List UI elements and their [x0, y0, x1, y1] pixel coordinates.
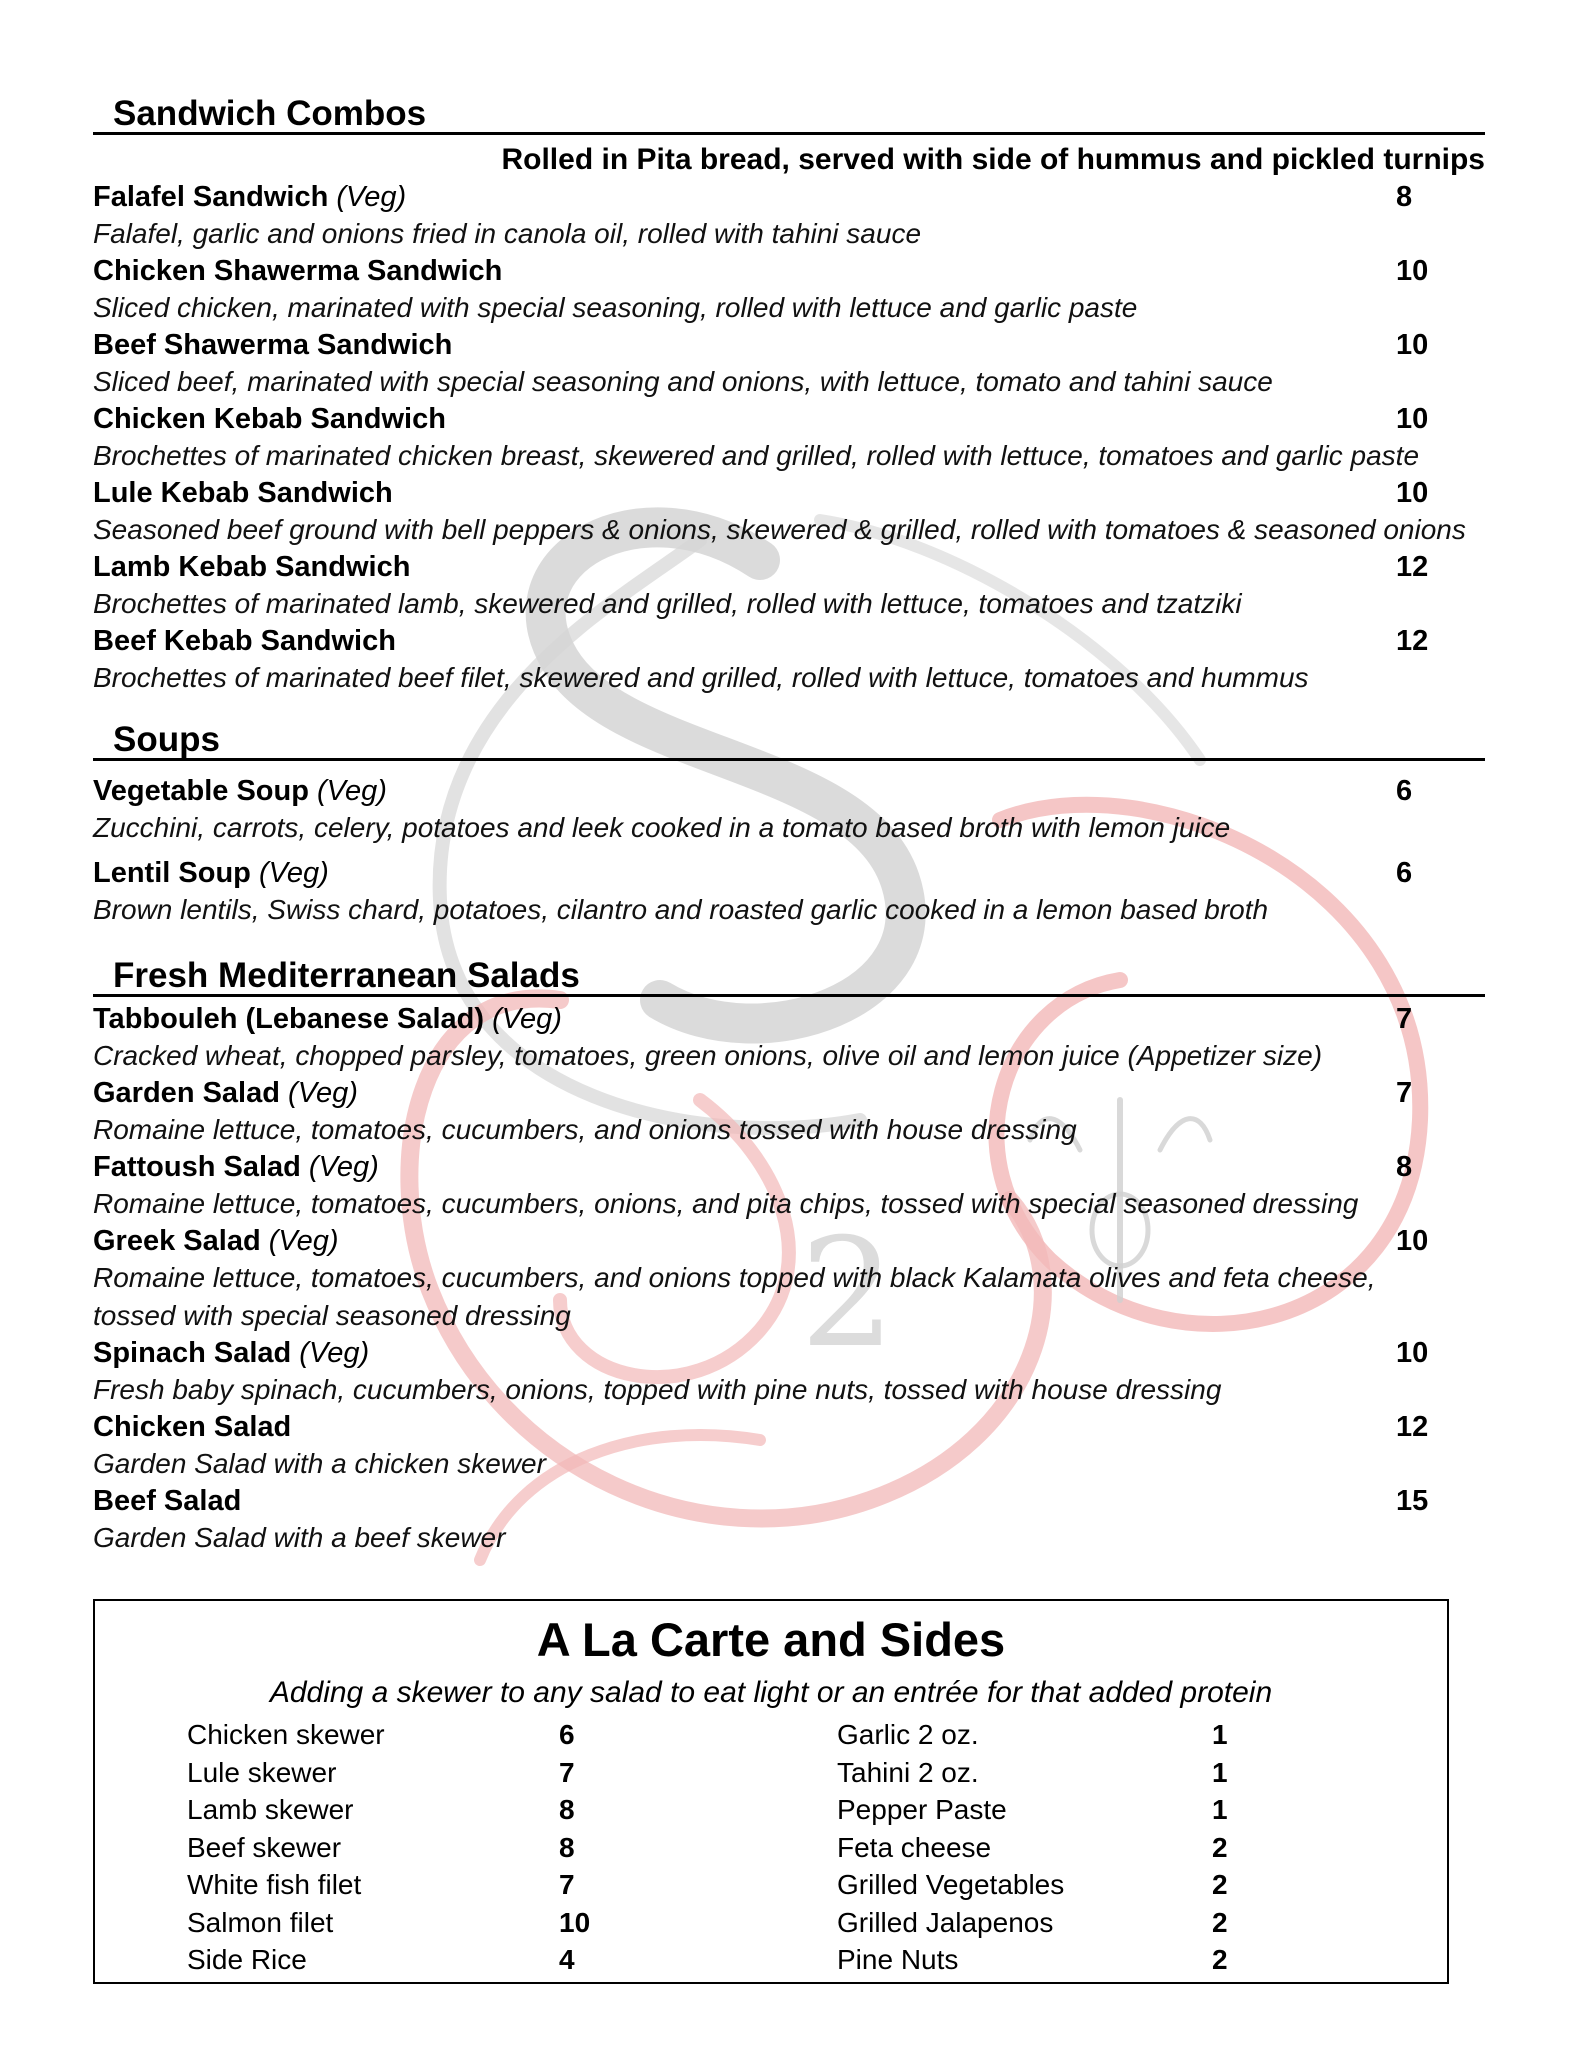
menu-item-price: 10	[1396, 1225, 1429, 1257]
menu-item-description: Fresh baby spinach, cucumbers, onions, topped with pine nuts, tossed with house dressing	[93, 1374, 1222, 1405]
sides-item-price: 7	[559, 1869, 575, 1900]
menu-item-name: Lule Kebab Sandwich	[93, 477, 393, 509]
sides-item-price: 8	[559, 1794, 575, 1825]
menu-item-header	[93, 1335, 1485, 1371]
menu-item	[93, 1075, 1485, 1149]
section-title	[93, 718, 1485, 761]
menu-item	[93, 1483, 1485, 1557]
menu-item-header	[93, 773, 1485, 809]
menu-item-name: Fattoush Salad	[93, 1151, 301, 1183]
menu-item-price: 8	[1396, 181, 1413, 213]
menu-item-header	[93, 855, 1485, 891]
menu-item	[93, 179, 1485, 253]
salad-items	[93, 1001, 1485, 1557]
sides-row	[187, 1791, 647, 1829]
menu-item-description: Garden Salad with a beef skewer	[93, 1522, 506, 1553]
menu-item-price: 7	[1396, 1003, 1413, 1035]
soup-items	[93, 773, 1485, 929]
sides-row	[187, 1941, 647, 1979]
menu-item-name: Garden Salad	[93, 1077, 280, 1109]
section-title	[93, 954, 1485, 997]
menu-item	[93, 1409, 1485, 1483]
sides-item-name: Tahini 2 oz.	[837, 1756, 979, 1788]
sandwich-combos-subtitle: Rolled in Pita bread, served with side of hummus and pickled turnips	[501, 143, 1485, 176]
menu-item-header	[93, 1001, 1485, 1037]
menu-item-price: 12	[1396, 1411, 1429, 1443]
sandwich-combos-title: Sandwich Combos	[113, 94, 427, 133]
sides-item-name: Grilled Jalapenos	[837, 1906, 1054, 1938]
sides-left-column	[187, 1716, 647, 1979]
sides-row	[837, 1829, 1297, 1867]
sides-item-price: 6	[559, 1719, 575, 1750]
menu-item	[93, 327, 1485, 401]
sides-row	[837, 1716, 1297, 1754]
menu-item-name: Lamb Kebab Sandwich	[93, 551, 411, 583]
menu-item-description: Romaine lettuce, tomatoes, cucumbers, and onions tossed with house dressing	[93, 1114, 1077, 1145]
menu-item-price: 10	[1396, 1337, 1429, 1369]
veg-tag: (Veg)	[317, 775, 387, 807]
veg-tag: (Veg)	[308, 1151, 379, 1183]
sides-item-price: 8	[559, 1831, 575, 1863]
menu-item-name: Beef Salad	[93, 1485, 242, 1517]
menu-item-price: 10	[1396, 329, 1429, 361]
sides-row	[837, 1866, 1297, 1904]
section-salads	[93, 954, 1485, 1557]
menu-item-name: Lentil Soup	[93, 857, 251, 889]
sides-row	[187, 1904, 647, 1942]
menu-item	[93, 1223, 1485, 1335]
sides-item-price: 10	[559, 1906, 591, 1938]
menu-item	[93, 1335, 1485, 1409]
menu-item-header	[93, 1075, 1485, 1111]
sides-right-column	[837, 1716, 1297, 1979]
menu-item-description: Romaine lettuce, tomatoes, cucumbers, and onions topped with black Kalamata olives and feta cheese,	[93, 1262, 1376, 1293]
menu-item-price: 12	[1396, 625, 1429, 657]
sides-row	[187, 1716, 647, 1754]
sides-item-name: Salmon filet	[187, 1906, 334, 1938]
sides-item-name: Beef skewer	[187, 1831, 342, 1863]
menu-item-name: Vegetable Soup	[93, 775, 309, 807]
menu-item-description: Falafel, garlic and onions fried in canola oil, rolled with tahini sauce	[93, 218, 922, 249]
sides-row	[837, 1754, 1297, 1792]
menu-item-price: 10	[1396, 403, 1429, 435]
sides-row	[187, 1754, 647, 1792]
sandwich-items	[93, 179, 1485, 697]
menu-item-name: Tabbouleh (Lebanese Salad)	[93, 1003, 485, 1035]
sides-item-name: Lule skewer	[187, 1756, 337, 1788]
menu-item-description: Romaine lettuce, tomatoes, cucumbers, onions, and pita chips, tossed with special seasoned dressing	[93, 1188, 1359, 1219]
menu-item-name: Spinach Salad	[93, 1337, 292, 1369]
sides-item-price: 2	[1212, 1906, 1228, 1938]
sides-item-name: Garlic 2 oz.	[837, 1719, 979, 1750]
menu-item-header	[93, 1149, 1485, 1185]
veg-tag: (Veg)	[492, 1003, 562, 1035]
menu-item-header	[93, 1223, 1485, 1259]
menu-item-header	[93, 253, 1485, 289]
menu-item	[93, 549, 1485, 623]
menu-item-name: Beef Shawerma Sandwich	[93, 329, 453, 361]
menu-item-price: 6	[1396, 775, 1413, 807]
menu-item-description: tossed with special seasoned dressing	[93, 1300, 571, 1331]
veg-tag: (Veg)	[288, 1077, 358, 1109]
sides-box	[93, 1599, 1449, 1984]
menu-item	[93, 1001, 1485, 1075]
menu-item-header	[93, 179, 1485, 215]
menu-item	[93, 475, 1485, 549]
menu-item-name: Beef Kebab Sandwich	[93, 625, 396, 657]
sides-item-name: Grilled Vegetables	[837, 1869, 1065, 1900]
sides-item-name: Pepper Paste	[837, 1794, 1007, 1825]
menu-item	[93, 623, 1485, 697]
sides-item-name: Pine Nuts	[837, 1944, 959, 1975]
sides-item-price: 1	[1212, 1719, 1228, 1750]
menu-item-price: 7	[1396, 1077, 1413, 1109]
sides-item-price: 2	[1212, 1869, 1228, 1900]
menu-item-name: Greek Salad	[93, 1225, 261, 1257]
sides-item-price: 2	[1212, 1831, 1228, 1863]
section-sandwich-combos	[93, 92, 1485, 697]
menu-item-description: Sliced chicken, marinated with special seasoning, rolled with lettuce and garlic paste	[93, 292, 1138, 323]
menu-item-description: Brochettes of marinated beef filet, skewered and grilled, rolled with lettuce, tomatoes and hummus	[93, 662, 1309, 693]
menu-item-header	[93, 1483, 1485, 1519]
menu-item-header	[93, 623, 1485, 659]
sides-item-price: 2	[1212, 1944, 1228, 1975]
sides-item-name: Lamb skewer	[187, 1794, 354, 1825]
menu-item	[93, 253, 1485, 327]
sides-row	[187, 1866, 647, 1904]
menu-item	[93, 855, 1485, 929]
menu-item-description: Zucchini, carrots, celery, potatoes and leek cooked in a tomato based broth with lemon juice	[93, 812, 1231, 843]
menu-item-description: Garden Salad with a chicken skewer	[93, 1448, 546, 1479]
sides-item-price: 1	[1212, 1756, 1228, 1788]
menu-item-name: Chicken Salad	[93, 1411, 292, 1443]
veg-tag: (Veg)	[268, 1225, 339, 1257]
sides-item-name: Feta cheese	[837, 1831, 992, 1863]
sides-item-price: 1	[1212, 1794, 1228, 1825]
veg-tag: (Veg)	[299, 1337, 370, 1369]
salads-title: Fresh Mediterranean Salads	[113, 956, 580, 995]
menu-item-description: Brown lentils, Swiss chard, potatoes, cilantro and roasted garlic cooked in a lemon based broth	[93, 894, 1269, 925]
menu-item	[93, 773, 1485, 847]
soups-title: Soups	[113, 720, 220, 759]
menu-item-header	[93, 549, 1485, 585]
veg-tag: (Veg)	[336, 181, 407, 213]
menu-item-name: Chicken Shawerma Sandwich	[93, 255, 503, 287]
menu-item-description: Cracked wheat, chopped parsley, tomatoes, green onions, olive oil and lemon juice (Appetizer size)	[93, 1040, 1323, 1071]
menu-item-price: 10	[1396, 477, 1429, 509]
menu-item-price: 12	[1396, 551, 1429, 583]
veg-tag: (Veg)	[258, 857, 329, 889]
sides-row	[837, 1904, 1297, 1942]
menu-item-header	[93, 401, 1485, 437]
section-title	[93, 92, 1485, 135]
menu-item	[93, 1149, 1485, 1223]
menu-item	[93, 401, 1485, 475]
menu-item-price: 6	[1396, 857, 1413, 889]
sides-item-name: White fish filet	[187, 1869, 362, 1900]
sides-subtitle: Adding a skewer to any salad to eat light or an entrée for that added protein	[269, 1676, 1273, 1709]
menu-item-description: Sliced beef, marinated with special seasoning and onions, with lettuce, tomato and tahini sauce	[93, 366, 1273, 397]
sides-item-price: 4	[559, 1944, 575, 1975]
watermark-glyph: 2	[800, 1207, 896, 1381]
sides-item-price: 7	[559, 1756, 575, 1788]
menu-item-header	[93, 327, 1485, 363]
menu-item-price: 8	[1396, 1151, 1413, 1183]
sides-item-name: Chicken skewer	[187, 1719, 385, 1750]
menu-item-description: Seasoned beef ground with bell peppers & onions, skewered & grilled, rolled with tomatoes & seasoned onions	[93, 514, 1466, 545]
sides-row	[837, 1791, 1297, 1829]
menu-item-name: Falafel Sandwich	[93, 181, 329, 213]
menu-item-description: Brochettes of marinated lamb, skewered and grilled, rolled with lettuce, tomatoes and tzatziki	[93, 588, 1242, 619]
sides-title: A La Carte and Sides	[536, 1613, 1006, 1666]
menu-item-header	[93, 1409, 1485, 1445]
menu-item-price: 15	[1396, 1485, 1429, 1517]
sides-row	[187, 1829, 647, 1867]
menu-item-price: 10	[1396, 255, 1429, 287]
menu-item-name: Chicken Kebab Sandwich	[93, 403, 446, 435]
menu-item-header	[93, 475, 1485, 511]
sides-row	[837, 1941, 1297, 1979]
menu-item-description: Brochettes of marinated chicken breast, skewered and grilled, rolled with lettuce, tomatoes and garlic paste	[93, 440, 1420, 471]
section-soups	[93, 718, 1485, 929]
sides-item-name: Side Rice	[187, 1944, 307, 1975]
